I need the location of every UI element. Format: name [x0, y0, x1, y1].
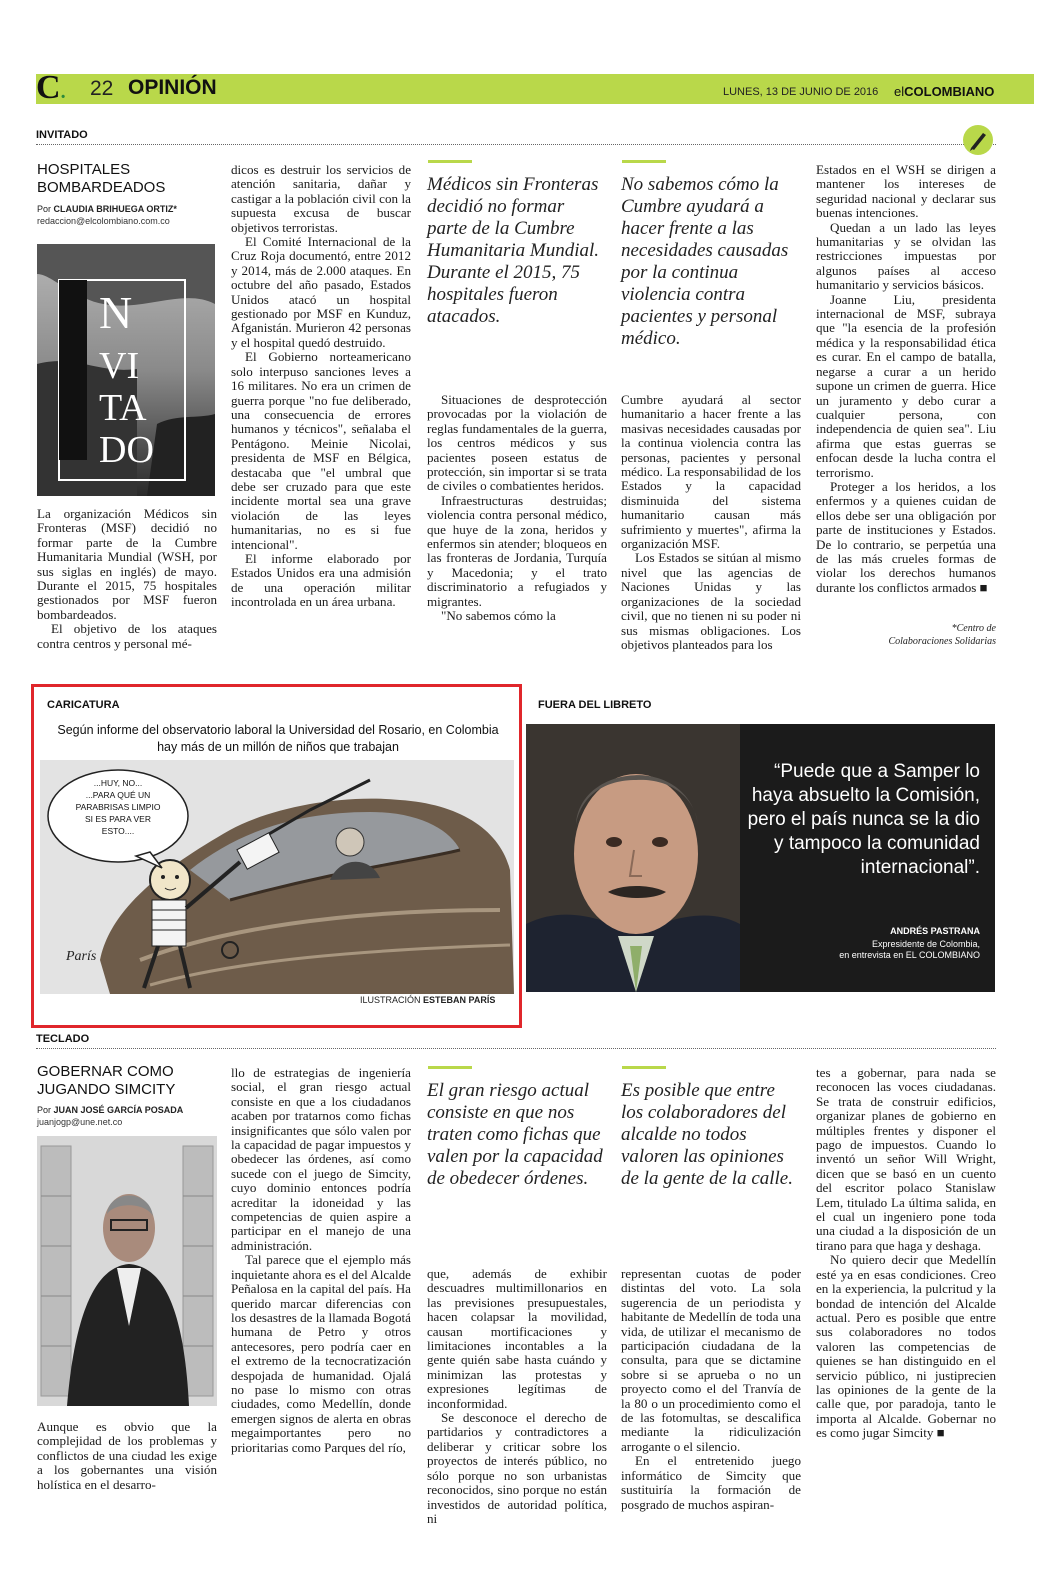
caricatura-credit: ILUSTRACIÓN ESTEBAN PARÍS	[360, 995, 496, 1005]
teclado-pull-quote-1: El gran riesgo actual consiste en que nos traten como fichas que valen por la capacidad de obedecer órdenes.	[427, 1080, 603, 1189]
pull-accent	[428, 1066, 472, 1069]
teclado-col1: Aunque es obvio que la complejidad de los problemas y conflictos de una ciudad les exige a los gobernantes una visión holística en el desarro-	[37, 1419, 217, 1492]
divider	[36, 144, 996, 145]
newspaper-logo: C.	[36, 69, 66, 106]
invitado-title: HOSPITALES BOMBARDEADOS	[37, 161, 166, 196]
caricatura-label: CARICATURA	[47, 699, 120, 711]
pull-accent	[428, 160, 472, 163]
issue-date: LUNES, 13 DE JUNIO DE 2016	[723, 86, 879, 98]
fuera-label: FUERA DEL LIBRETO	[538, 699, 652, 711]
invitado-pull-quote-1: Médicos sin Fronteras decidió no formar parte de la Cumbre Humanitaria Mundial. Durante el 2015, 75 hospitales fueron atacados.	[427, 174, 600, 327]
pull-accent	[622, 1066, 666, 1069]
cartoon-illustration	[40, 760, 514, 994]
invitado-email[interactable]: redaccion@elcolombiano.com.co	[37, 216, 170, 226]
bubble-line: ESTO....	[101, 826, 135, 836]
author-photo	[37, 1136, 217, 1406]
teclado-email[interactable]: juanjogp@une.net.co	[37, 1117, 123, 1127]
invitado-col5: Estados en el WSH se dirigen a mantener los intereses de seguridad nacional y declarar sus buenas intenciones. Quedan a un lado las leyes humanitarias y se olvidan las restricciones impuestas por algunos países al acceso humanitario y servicios básicos. Joanne Liu, presidenta internacional de MSF, subraya que "la esencia de la profesión médica y la responsabilidad ética es curar. En el campo de batalla, negarse a curar a un herido supone un crimen de guerra. Hice un juramento y debo curar a cualquier persona, con independencia de quien sea". Liu afirma que estas guerras se enfocan desde la lucha contra el terrorismo. Proteger a los heridos, a los enfermos y a quienes cuidan de ellos debe ser una obligación por parte de instituciones y Estados. De lo contrario, se perpetúa una de las más crueles formas de violar los derechos humanos durante los conflictos armados ■	[816, 162, 996, 595]
invitado-col2: dicos es destruir los servicios de atención sanitaria, dañar y castigar a la población civil con la supuesta excusa de buscar objetivos terroristas. El Comité Internacional de la Cruz Roja documentó, entre 2012 y 2014, más de 2.000 ataques. En octubre del año pasado, Estados Unidos atacó un hospital gestionado por MSF en Kunduz, Afganistán. Murieron 42 personas y el hospital quedó destruido. El Gobierno norteamericano solo interpuso sanciones leves a 16 militares. No era un crimen de guerra porque "no fue deliberado, una consecuencia de errores humanos y técnicos", señalaba el Pentágono. Meinie Nicolai, presidenta de MSF en Bélgica, destacaba que "el umbral que debe ser cruzado para que este incidente mortal sea una grave violación de las leyes humanitarias, no es si fue intencional". El informe elaborado por Estados Unidos era una admisión de una operación militar incontrolada en un área urbana.	[231, 162, 411, 610]
teclado-label: TECLADO	[36, 1033, 90, 1045]
brand-name: elCOLOMBIANO	[894, 84, 995, 99]
bubble-line: PARABRISAS LIMPIO	[75, 802, 161, 812]
teclado-col5: tes a gobernar, para nada se reconocen las voces ciudadanas. Se trata de construir edificios, organizar planes de gobierno en múltiples frentes y disponer el pago de impuestos. Cuando lo inventó un señor Will Wright, dicen que se basó en un cuento del escritor polaco Stanislaw Lem, titulado La última salida, en el cual un ingeniero pone toda una ciudad a la disposición de un tirano para que haga y deshaga. No quiero decir que Medellín esté ya en esas condiciones. Creo en la experiencia, la pulcritud y la bondad de intención del Alcalde actual. Pero es posible que entre sus colaboradores no todos valoren las competencias de quienes se han distinguido en el servicio público, ni justiprecien las opiniones de la gente de la calle que, por paradoja, tanto le importa al Alcalde. Gobernar no es como jugar Simcity ■	[816, 1065, 996, 1441]
invitado-col1: La organización Médicos sin Fronteras (MSF) decidió no formar parte de la Cumbre Humanitaria Mundial (WSH, por sus siglas en inglés) de mayo. Durante el 2015, 75 hospitales gestionados por MSF fueron bombardeados. El objetivo de los ataques contra centros y personal mé-	[37, 506, 217, 651]
fuera-quote: “Puede que a Samper lo haya absuelto la Comisión, pero el país nunca se la dio y tampoco la comunidad internacional”.	[747, 761, 980, 878]
caricatura-caption: Según informe del observatorio laboral la Universidad del Rosario, en Colombia hay más de un millón de niños que trabajan	[57, 723, 499, 754]
invitado-logo-icon	[37, 244, 215, 496]
fuera-name: ANDRÉS PASTRANA	[890, 926, 980, 936]
divider	[36, 1048, 996, 1049]
teclado-col2: llo de estrategias de ingeniería social, el gran riesgo actual consiste en que a los ciudadanos acaben por tratarnos como fichas insignificantes que sólo valen por la capacidad de pagar impuestos y obedecer las órdenes, así como sucede con el juego de Simcity, cuyo dominio entonces podría acreditar la idoneidad y las competencias de quien aspire a participar en el manejo de una administración. Tal parece que el ejemplo más inquietante ahora es el del Alcalde Peñalosa en la capital del país. Ha querido marcar diferencias con los desastres de la llamada Bogotá humana de Petro y otros antecesores, pero podría caer en el extremo de la tecnocratización despojada de humanidad. Ojalá no pase lo mismo con otras ciudades, como Medellín, donde emergen signos de alerta en obras megaimportantes pero no prioritarias como Parques del río,	[231, 1065, 411, 1455]
pen-icon	[962, 124, 994, 156]
logo-letter: TA	[99, 387, 147, 429]
bubble-line: ...HUY, NO...	[93, 778, 143, 788]
logo-letter: DO	[99, 429, 154, 471]
invitado-col4: Cumbre ayudará al sector humanitario a hacer frente a las masivas necesidades causadas por la continua violencia contra las personas, pacientes y personal médico. La responsabilidad de los Estados y la capacidad disminuida del sistema humanitario causan más sufrimiento y muertes", afirma la organización MSF. Los Estados se sitúan al mismo nivel que las agencias de Naciones Unidas y las organizaciones de la sociedad civil, que no tienen ni su poder ni sus mismas obligaciones. Los objetivos planteados para los	[621, 392, 801, 652]
bubble-line: SI ES PARA VER	[85, 814, 151, 824]
teclado-col4: representan cuotas de poder distintas del voto. La sola sugerencia de un periodista y habitante de Medellín de toda una vida, de utilizar el mecanismo de participación ciudadana de la consulta, para que se dictamine sobre si se aprueba o no un proyecto como el del Tranvía de la 80 o un procedimiento como el de las fotomultas, se descalifica mediante la ridiculización arrogante o el silencio. En el entretenido juego informático de Simcity que sustituiría la formación de posgrado de muchos aspiran-	[621, 1266, 801, 1512]
teclado-byline: Por JUAN JOSÉ GARCÍA POSADA	[37, 1105, 184, 1115]
section-name: OPINIÓN	[128, 76, 217, 99]
bubble-line: ...PARA QUÉ UN	[85, 790, 151, 800]
logo-letter: N	[99, 287, 133, 338]
pull-accent	[622, 160, 666, 163]
teclado-title: GOBERNAR COMO JUGANDO SIMCITY	[37, 1063, 176, 1098]
teclado-col3: que, además de exhibir descuadres multimillonarios en las previsiones presupuestales, hacen colapsar la movilidad, causan mortificaciones y limitaciones incontables a la gente quién sabe hasta cuándo y minimizan las protestas y expresiones legítimas de inconformidad. Se desconoce el derecho de partidarios y contradictores a deliberar y criticar sobre los proyectos de interés público, no sólo porque no son urbanistas reconocidos, sino porque no están investidos de autoridad política, ni	[427, 1266, 607, 1526]
invitado-byline: Por CLAUDIA BRIHUEGA ORTIZ*	[37, 204, 177, 214]
page-number: 22	[90, 77, 114, 100]
cartoonist-signature: París	[66, 949, 97, 964]
invitado-col3: Situaciones de desprotección provocadas por la violación de reglas fundamentales de la guerra, los centros médicos y sus pacientes poseen estatus de protección, sin importar si se trata de civiles o combatientes heridos. Infraestructuras destruidas; violencia contra personal médico, que huye de la zona, heridos y enfermos sin atender; bloqueos en las fronteras de Jordania, Turquía y Macedonia; y el trato discriminatorio a refugiados y migrantes. "No sabemos cómo la	[427, 392, 607, 624]
logo-letter: VI	[99, 345, 140, 387]
invitado-pull-quote-2: No sabemos cómo la Cumbre ayudará a hacer frente a las necesidades causadas por la continua violencia contra pacientes y personal médico.	[621, 174, 789, 349]
portrait-photo	[526, 724, 740, 992]
fuera-role: Expresidente de Colombia, en entrevista en EL COLOMBIANO	[839, 939, 980, 960]
invitado-label: INVITADO	[36, 129, 88, 141]
invitado-footnote: *Centro de Colaboraciones Solidarias	[888, 623, 996, 647]
teclado-pull-quote-2: Es posible que entre los colaboradores del alcalde no todos valoren las opiniones de la gente de la calle.	[621, 1080, 793, 1189]
